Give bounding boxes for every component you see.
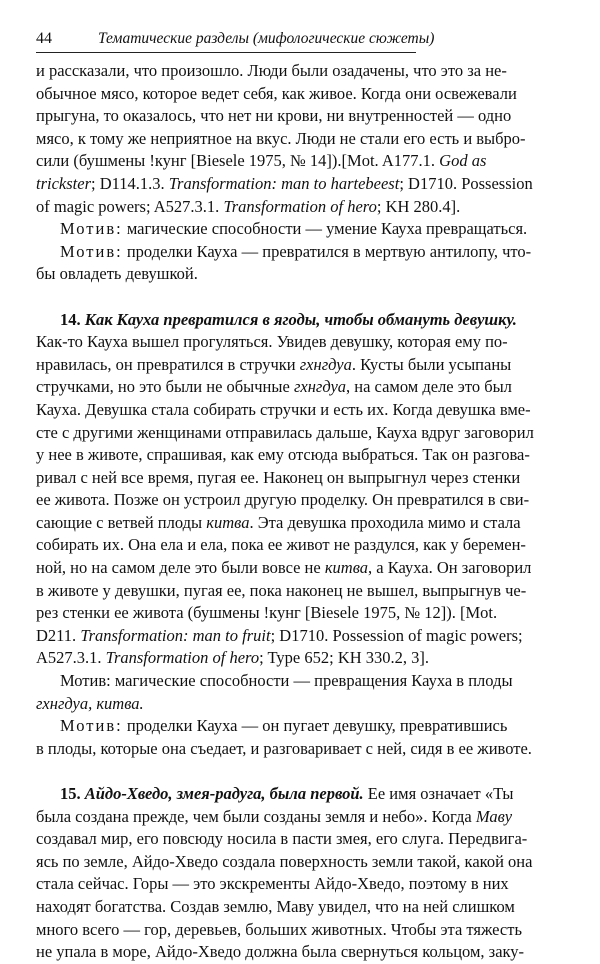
text-line: и рассказали, что произошло. Люди были озадачены, что это за не-	[36, 61, 507, 80]
motif-line: Мотив: магические способности — умение Кауха превращаться.	[60, 219, 528, 239]
text-line: собирать их. Она ела и ела, пока ее живот не раздулся, как у беремен-	[36, 535, 526, 555]
text-line: ривал с ней все время, пугая ее. Наконец он выпрыгнул через стенки	[36, 467, 521, 487]
running-header	[36, 22, 435, 53]
page-body	[36, 60, 564, 964]
text-line: of magic powers; A527.3.1. Transformation of hero; KH 280.4].	[36, 196, 461, 216]
text-line: ясь по земле, Айдо-Хведо создала поверхность земли такой, какой она	[36, 851, 533, 871]
entry-number: 15.	[60, 784, 81, 803]
motif-label: Мотив:	[60, 716, 123, 736]
text-line: Как-то Кауха вышел прогуляться. Увидев девушку, которая ему по-	[36, 332, 508, 352]
motif-line: Мотив: проделки Кауха — превратился в мертвую антилопу, что-	[60, 241, 532, 261]
text-line: Кауха. Девушка стала собирать стручки и есть их. Когда девушка вме-	[36, 399, 531, 419]
motif-label: Мотив:	[60, 219, 123, 239]
motif-label: Мотив:	[60, 671, 111, 691]
motif-label: Мотив:	[60, 241, 123, 261]
text-line: стручками, но это были не обычные гхнгдуа, на самом деле это был	[36, 377, 512, 397]
entry-number: 14.	[60, 309, 81, 329]
motif-line: Мотив: проделки Кауха — он пугает девушку, превратившись	[60, 716, 508, 736]
text-line: обычное мясо, которое ведет себя, как живое. Когда они освежевали	[36, 83, 517, 103]
text-line: стала сейчас. Горы — это экскременты Айдо-Хведо, поэтому в них	[36, 874, 509, 894]
entry-title: Айдо-Хведо, змея-радуга, была первой.	[84, 784, 364, 803]
text-line: сте с другими женщинами отправилась дальше, Кауха вдруг заговорил	[36, 422, 534, 442]
entry-heading: 15. Айдо-Хведо, змея-радуга, была первой. Ее имя означает «Ты	[60, 784, 514, 803]
text-line: бы овладеть девушкой.	[36, 264, 198, 284]
text-line: мясо, к тому же неприятное на вкус. Люди не стали его есть и выбро-	[36, 128, 526, 148]
text-line: у нее в животе, спрашивая, как ему отсюда выбраться. Так он разгова-	[36, 445, 530, 465]
text-line: много всего — гор, деревьев, больших животных. Чтобы эта тяжесть	[36, 919, 522, 939]
text-line: trickster; D114.1.3. Transformation: man to hartebeest; D1710. Possession	[36, 173, 533, 193]
text-line: в плоды, которые она съедает, и разговаривает с ней, сидя в ее животе.	[36, 738, 532, 758]
text-line: A527.3.1. Transformation of hero; Type 652; KH 330.2, 3].	[36, 648, 430, 668]
text-line: не упала в море, Айдо-Хведо должна была свернуться кольцом, заку-	[36, 942, 525, 962]
text-line: сили (бушмены !кунг [Biesele 1975, № 14]).[Mot. A177.1. God as	[36, 151, 487, 171]
running-title: Тематические разделы (мифологические сюжеты)	[98, 30, 435, 47]
text-line: находят богатства. Создав землю, Маву увидел, что на ней слишком	[36, 896, 515, 916]
motif-line: Мотив: магические способности — превращения Кауха в плоды	[60, 671, 513, 691]
text-line: ной, но на самом деле это были вовсе не китва, а Кауха. Он заговорил	[36, 558, 532, 578]
text-line: нравилась, он превратился в стручки гхнгдуа. Кусты были усыпаны	[36, 354, 512, 374]
entry-title: Как Кауха превратился в ягоды, чтобы обмануть девушку.	[84, 309, 517, 329]
text-line: создавал мир, его повсюду носила в пасти змея, его слуга. Передвига-	[36, 829, 528, 849]
page-number: 44	[36, 30, 52, 47]
text-line: ее живота. Позже он устроил другую проделку. Он превратился в сви-	[36, 490, 530, 510]
text-line: гхнгдуа, китва.	[36, 693, 144, 713]
text-line: сающие с ветвей плоды китва. Эта девушка проходила мимо и стала	[36, 512, 521, 532]
entry-heading	[36, 309, 564, 332]
text-line: была создана прежде, чем были созданы земля и небо». Когда Маву	[36, 806, 513, 826]
text-line: в животе у девушки, пугая ее, пока наконец не вышел, выпрыгнув че-	[36, 580, 527, 600]
text-line: D211. Transformation: man to fruit; D1710. Possession of magic powers;	[36, 625, 523, 645]
text-line: прыгуна, то оказалось, что нет ни крови, ни внутренностей — одно	[36, 106, 512, 126]
text-line: рез стенки ее живота (бушмены !кунг [Biesele 1975, № 12]). [Mot.	[36, 603, 498, 623]
